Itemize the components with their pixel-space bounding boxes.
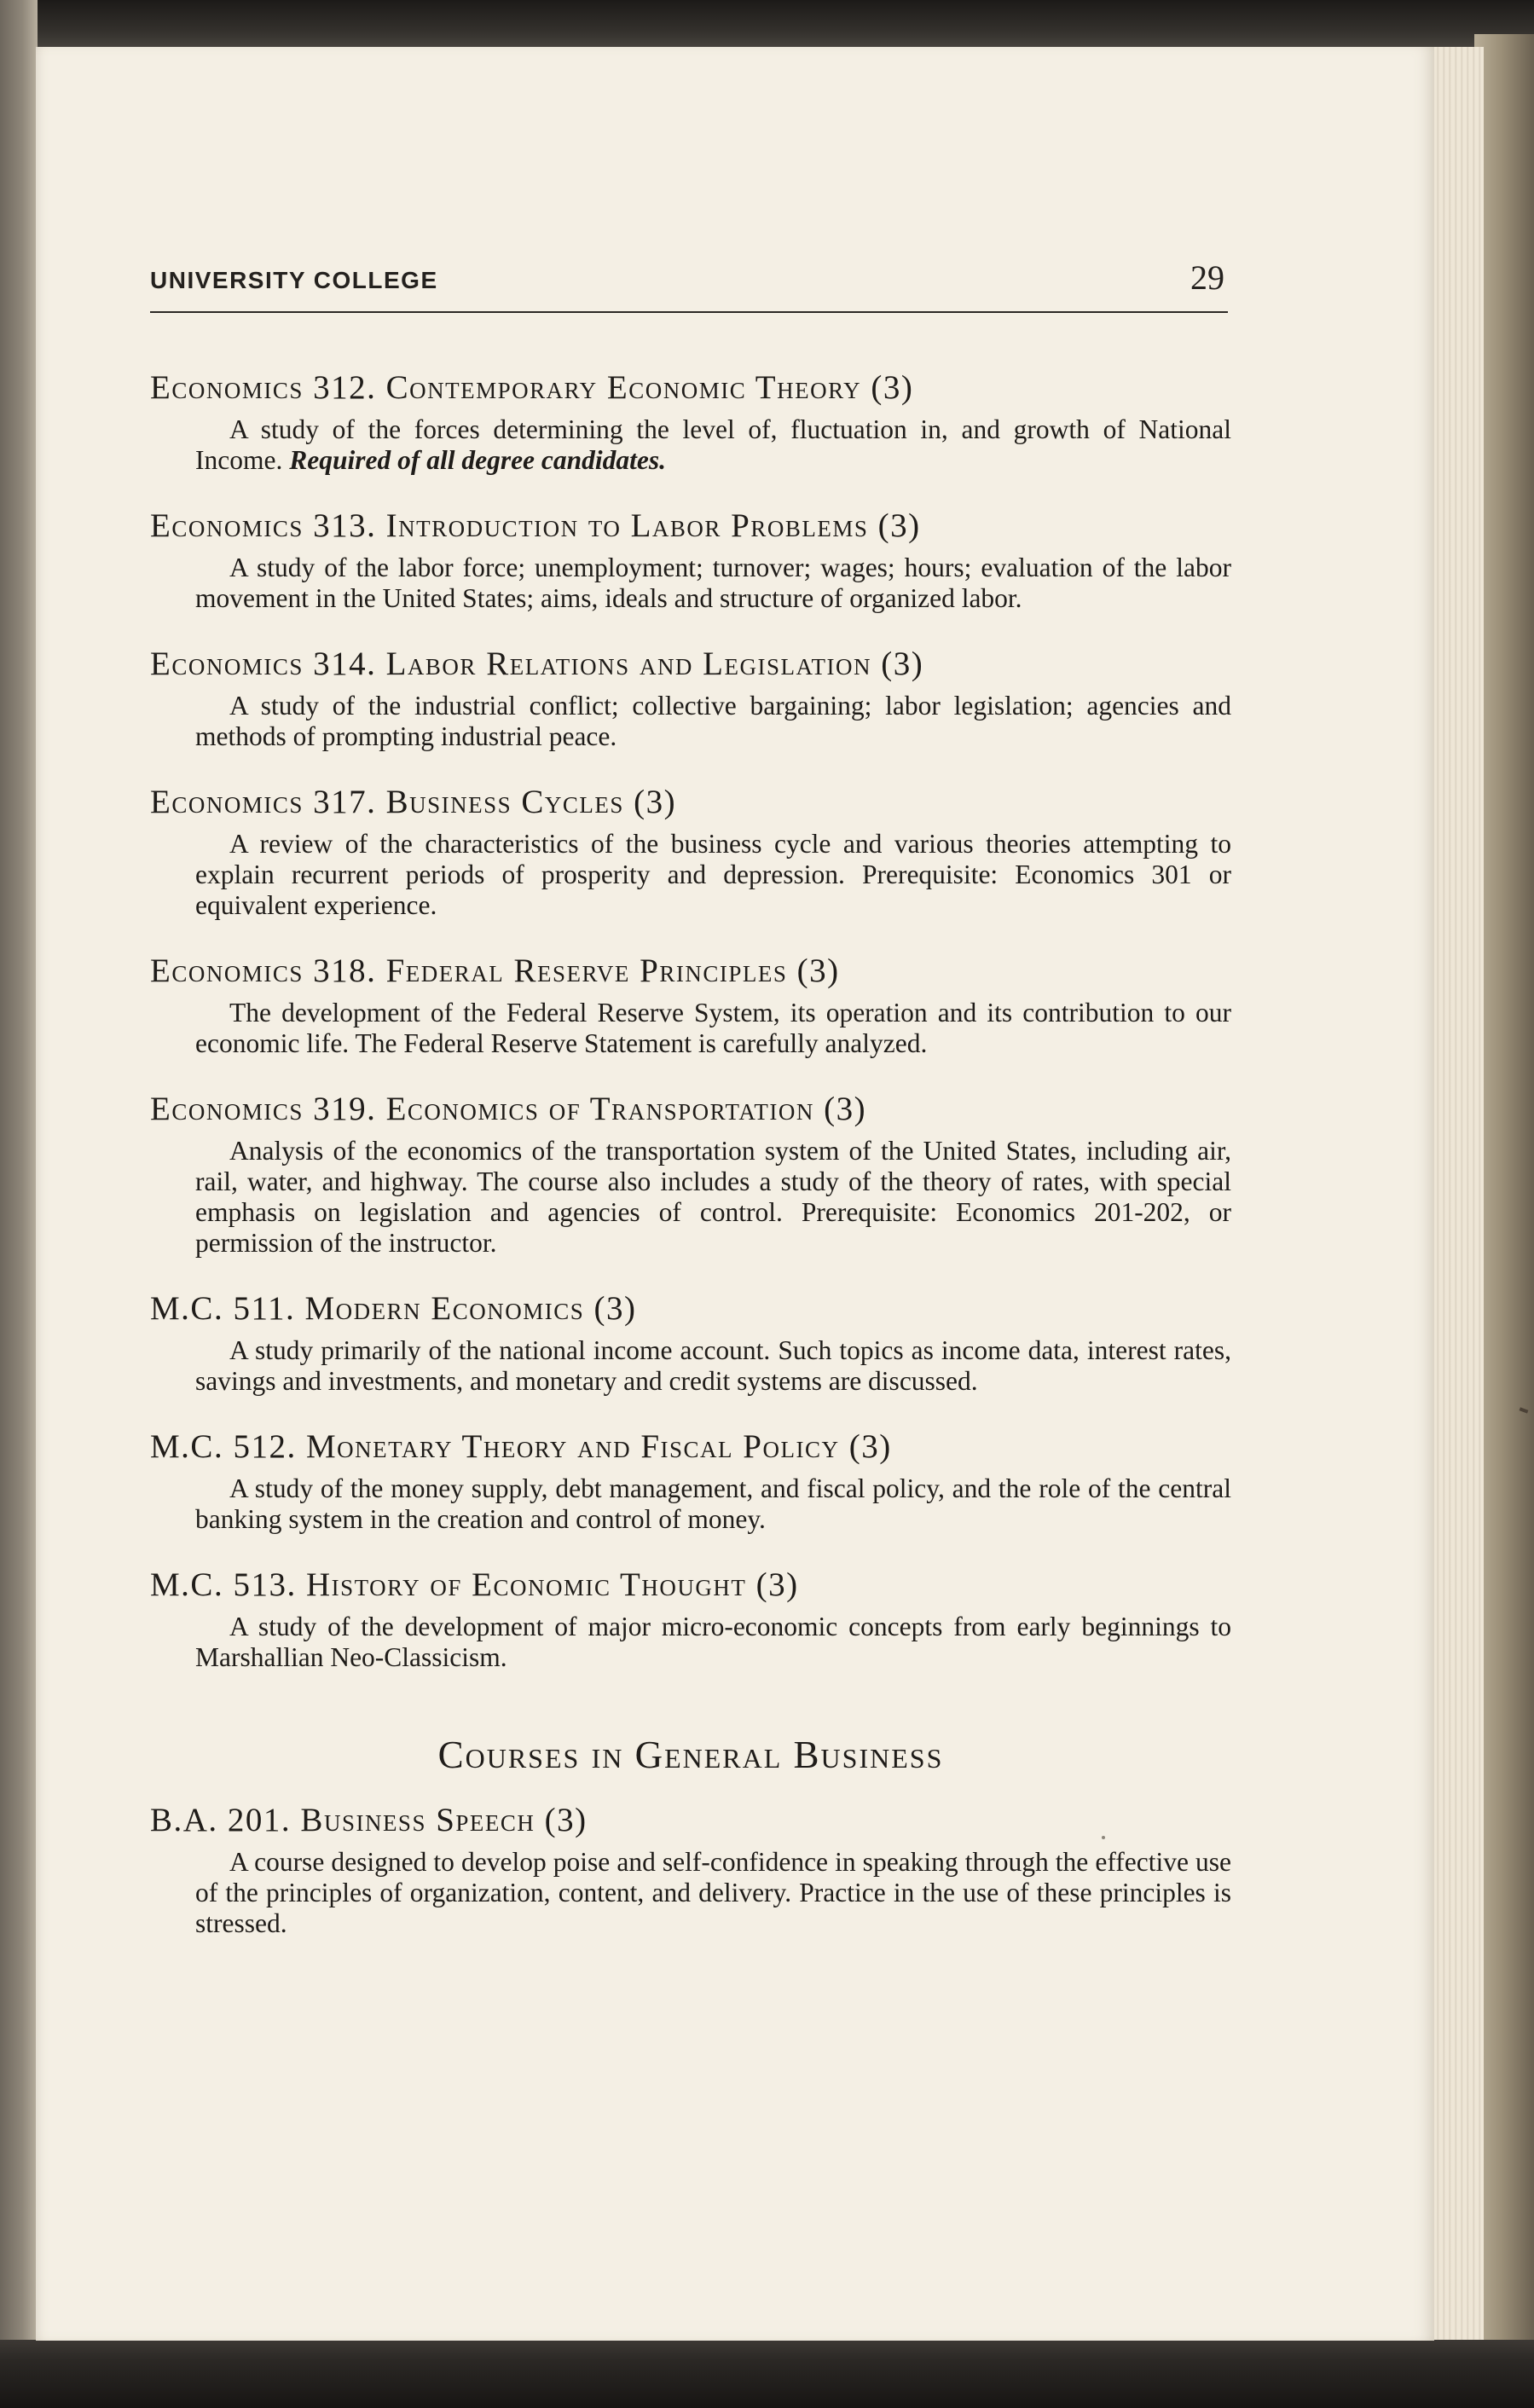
course-entry xyxy=(150,505,1231,614)
section-title: Courses in General Business xyxy=(437,1734,944,1776)
course-entry xyxy=(150,1288,1231,1397)
course-heading: M.C. 512. Monetary Theory and Fiscal Policy (3) xyxy=(150,1428,892,1465)
course-description xyxy=(195,829,1231,921)
course-entry xyxy=(150,643,1231,752)
course-entry xyxy=(150,367,1231,476)
scan-top-edge xyxy=(0,0,1534,51)
course-description-text: A study of the labor force; unemployment; turnover; wages; hours; evaluation of the labor movement in the United States; aims, ideals and structure of organized labor. xyxy=(195,553,1231,613)
course-note: Required of all degree candidates. xyxy=(289,445,667,475)
course-heading: Economics 318. Federal Reserve Principles (3) xyxy=(150,952,840,989)
page-number: 29 xyxy=(1190,258,1224,297)
course-heading: Economics 319. Economics of Transportation (3) xyxy=(150,1091,867,1127)
paper-speck xyxy=(1102,1836,1105,1839)
course-entry xyxy=(150,1564,1231,1673)
course-description-text: The development of the Federal Reserve System, its operation and its contribution to our economic life. The Federal Reserve Statement is carefully analyzed. xyxy=(195,998,1231,1058)
course-heading: Economics 313. Introduction to Labor Problems (3) xyxy=(150,507,921,544)
course-entry xyxy=(150,950,1231,1059)
course-entry xyxy=(150,1799,1231,1939)
course-entry xyxy=(150,1426,1231,1535)
course-description-text: A study of the development of major micro-economic concepts from early beginnings to Marshallian Neo-Classicism. xyxy=(195,1612,1231,1672)
course-description-text: A study primarily of the national income account. Such topics as income data, interest rates, savings and investments, and monetary and credit systems are discussed. xyxy=(195,1335,1231,1396)
course-description-text: A study of the forces determining the level of, fluctuation in, and growth of National Income. xyxy=(195,414,1231,475)
course-description xyxy=(195,1612,1231,1673)
course-description-text: A study of the money supply, debt management, and fiscal policy, and the role of the central banking system in the creation and control of money. xyxy=(195,1473,1231,1534)
course-heading: Economics 314. Labor Relations and Legislation (3) xyxy=(150,645,924,682)
catalog-page xyxy=(36,47,1434,2341)
book-spine-edge xyxy=(0,0,38,2408)
course-heading: Economics 317. Business Cycles (3) xyxy=(150,784,677,820)
course-heading: B.A. 201. Business Speech (3) xyxy=(150,1802,588,1838)
course-heading: M.C. 513. History of Economic Thought (3) xyxy=(150,1566,799,1603)
course-description-text: Analysis of the economics of the transportation system of the United States, including air, rail, water, and highway. The course also includes a study of the theory of rates, with special emphasis on legislation and agencies of control. Prerequisite: Economics 201-202, or permission of the instructor. xyxy=(195,1136,1231,1258)
running-head xyxy=(150,252,1228,313)
running-head-title: UNIVERSITY COLLEGE xyxy=(150,267,438,293)
course-description xyxy=(195,1136,1231,1259)
course-description-text: A course designed to develop poise and self-confidence in speaking through the effective use of the principles of organization, content, and delivery. Practice in the use of these principles is stressed. xyxy=(195,1847,1231,1938)
course-description xyxy=(195,1847,1231,1939)
course-entry xyxy=(150,1088,1231,1259)
course-description-text: A review of the characteristics of the business cycle and various theories attempting to explain recurrent periods of prosperity and depression. Prerequisite: Economics 301 or equivalent experience. xyxy=(195,829,1231,920)
course-heading: M.C. 511. Modern Economics (3) xyxy=(150,1290,637,1327)
scan-bottom-edge xyxy=(0,2340,1534,2408)
course-description xyxy=(195,691,1231,752)
course-entry xyxy=(150,781,1231,921)
course-description xyxy=(195,553,1231,614)
course-description-text: A study of the industrial conflict; collective bargaining; labor legislation; agencies and methods of prompting industrial peace. xyxy=(195,691,1231,751)
course-description xyxy=(195,1335,1231,1397)
course-description xyxy=(195,998,1231,1059)
course-listing xyxy=(150,367,1231,1968)
course-description xyxy=(195,414,1231,476)
course-description xyxy=(195,1473,1231,1535)
course-heading: Economics 312. Contemporary Economic Theory (3) xyxy=(150,369,914,406)
